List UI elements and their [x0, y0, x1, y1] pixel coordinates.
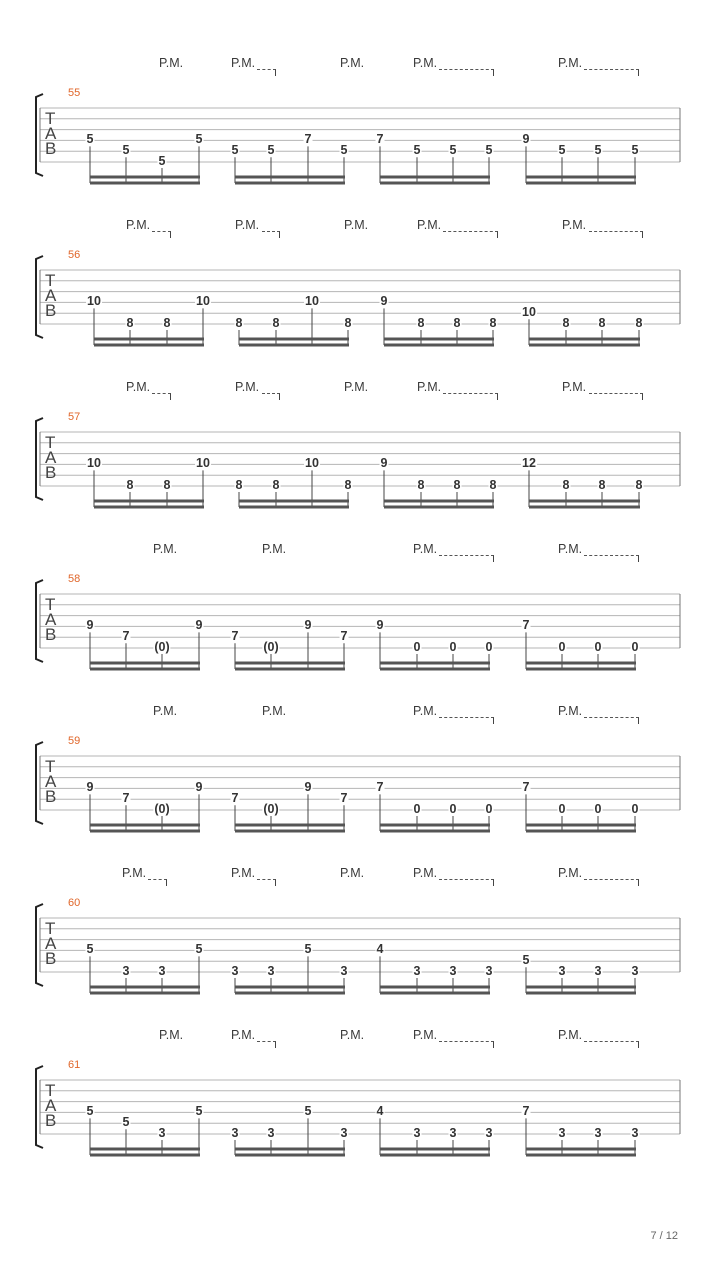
beam: [235, 662, 345, 665]
fret-number: 3: [267, 964, 275, 978]
measure-number: 60: [68, 897, 81, 909]
palm-mute-label: P.M.: [340, 1028, 365, 1042]
palm-mute-extender: [152, 231, 171, 238]
fret-number: 8: [344, 478, 352, 492]
fret-number: 9: [522, 132, 530, 147]
beam: [235, 176, 345, 179]
beam: [529, 344, 640, 347]
beam: [526, 662, 636, 665]
beam: [90, 1154, 200, 1157]
fret-number: 4: [376, 942, 384, 957]
fret-number: 3: [558, 964, 566, 978]
fret-number: 10: [87, 294, 101, 309]
fret-number: 8: [126, 316, 134, 330]
palm-mute-label: P.M.: [413, 704, 438, 718]
palm-mute-extender: [589, 393, 643, 400]
palm-mute-label: P.M.: [340, 866, 365, 880]
measure-number: 57: [68, 411, 81, 423]
fret-number: 3: [485, 1126, 493, 1140]
fret-number: 3: [594, 1126, 602, 1140]
tab-clef-letter: A: [45, 448, 57, 467]
beam: [380, 662, 490, 665]
beam: [380, 1154, 490, 1157]
staff-graphic: [0, 866, 720, 1028]
staff-graphic: [0, 380, 720, 542]
beam: [90, 662, 200, 665]
measure-number: 59: [68, 735, 81, 747]
beam: [526, 182, 636, 185]
fret-number: 3: [158, 1126, 166, 1140]
fret-number: 3: [340, 1126, 348, 1140]
fret-number: 0: [558, 802, 566, 816]
beam: [235, 1148, 345, 1151]
beam: [526, 1154, 636, 1157]
palm-mute-label: P.M.: [562, 218, 587, 232]
beam: [90, 830, 200, 833]
tab-system-measure-60: [0, 866, 720, 1028]
fret-number: 8: [163, 316, 171, 330]
fret-number: 8: [598, 478, 606, 492]
tab-clef-letter: T: [45, 271, 56, 290]
fret-number: 0: [413, 640, 421, 654]
fret-number: 8: [272, 478, 280, 492]
palm-mute-extender: [443, 231, 498, 238]
fret-number: 5: [340, 143, 348, 158]
fret-number: 8: [417, 316, 425, 330]
fret-number: 5: [86, 132, 94, 147]
palm-mute-label: P.M.: [235, 218, 260, 232]
fret-number: 5: [449, 143, 457, 158]
palm-mute-label: P.M.: [235, 380, 260, 394]
palm-mute-extender: [584, 1041, 639, 1048]
palm-mute-label: P.M.: [122, 866, 147, 880]
palm-mute-label: P.M.: [413, 1028, 438, 1042]
palm-mute-extender: [262, 393, 280, 400]
beam: [90, 182, 200, 185]
beam: [90, 668, 200, 671]
palm-mute-extender: [262, 231, 280, 238]
beam: [529, 338, 640, 341]
palm-mute-label: P.M.: [159, 1028, 184, 1042]
fret-number: (0): [154, 802, 170, 816]
palm-mute-label: P.M.: [417, 380, 442, 394]
beam: [239, 500, 349, 503]
palm-mute-extender: [439, 69, 494, 76]
beam: [235, 830, 345, 833]
fret-number: 5: [267, 143, 275, 158]
beam: [380, 986, 490, 989]
fret-number: 7: [522, 1104, 530, 1119]
palm-mute-label: P.M.: [558, 56, 583, 70]
fret-number: 0: [558, 640, 566, 654]
beam: [380, 824, 490, 827]
fret-number: 7: [376, 132, 384, 147]
beam: [94, 506, 204, 509]
staff-graphic: [0, 704, 720, 866]
beam: [380, 830, 490, 833]
palm-mute-label: P.M.: [262, 542, 287, 556]
fret-number: 8: [453, 478, 461, 492]
beam: [90, 986, 200, 989]
fret-number: 3: [340, 964, 348, 978]
fret-number: 7: [340, 791, 348, 806]
beam: [94, 344, 204, 347]
fret-number: 0: [594, 802, 602, 816]
tab-clef-letter: B: [45, 949, 57, 968]
fret-number: 4: [376, 1104, 384, 1119]
fret-number: 9: [376, 618, 384, 633]
beam: [235, 824, 345, 827]
palm-mute-extender: [439, 1041, 494, 1048]
palm-mute-label: P.M.: [558, 542, 583, 556]
beam: [239, 338, 349, 341]
fret-number: 5: [522, 953, 530, 968]
fret-number: 5: [122, 143, 130, 158]
fret-number: 10: [196, 294, 210, 309]
palm-mute-label: P.M.: [344, 380, 369, 394]
fret-number: 5: [158, 154, 166, 168]
fret-number: 7: [122, 791, 130, 806]
palm-mute-label: P.M.: [159, 56, 184, 70]
palm-mute-label: P.M.: [417, 218, 442, 232]
beam: [529, 500, 640, 503]
tab-clef-letter: B: [45, 625, 57, 644]
beam: [526, 176, 636, 179]
fret-number: 9: [304, 780, 312, 795]
beam: [384, 344, 494, 347]
fret-number: (0): [263, 802, 279, 816]
beam: [384, 338, 494, 341]
fret-number: 9: [304, 618, 312, 633]
palm-mute-label: P.M.: [558, 1028, 583, 1042]
beam: [380, 182, 490, 185]
fret-number: 9: [195, 780, 203, 795]
fret-number: 10: [87, 456, 101, 471]
fret-number: 9: [380, 456, 388, 471]
fret-number: 0: [594, 640, 602, 654]
tab-system-measure-55: [0, 56, 720, 218]
fret-number: 8: [272, 316, 280, 330]
tab-clef-letter: T: [45, 1081, 56, 1100]
staff-graphic: [0, 1028, 720, 1190]
fret-number: 10: [305, 294, 319, 309]
beam: [384, 500, 494, 503]
page-number: 7 / 12: [650, 1230, 678, 1242]
palm-mute-extender: [152, 393, 171, 400]
tab-clef-letter: T: [45, 433, 56, 452]
fret-number: 5: [485, 143, 493, 158]
measure-number: 55: [68, 87, 81, 99]
fret-number: 8: [235, 478, 243, 492]
beam: [94, 338, 204, 341]
palm-mute-label: P.M.: [413, 542, 438, 556]
fret-number: 3: [231, 964, 239, 978]
beam: [235, 182, 345, 185]
fret-number: 5: [86, 942, 94, 957]
beam: [239, 506, 349, 509]
tab-system-measure-56: [0, 218, 720, 380]
fret-number: 5: [195, 132, 203, 147]
fret-number: 7: [231, 791, 239, 806]
fret-number: 8: [235, 316, 243, 330]
beam: [526, 992, 636, 995]
palm-mute-extender: [589, 231, 643, 238]
palm-mute-label: P.M.: [231, 866, 256, 880]
fret-number: 8: [635, 478, 643, 492]
beam: [235, 992, 345, 995]
palm-mute-extender: [584, 69, 639, 76]
tab-clef-letter: A: [45, 934, 57, 953]
fret-number: 9: [86, 780, 94, 795]
palm-mute-extender: [148, 879, 167, 886]
fret-number: 8: [344, 316, 352, 330]
tab-clef-letter: B: [45, 139, 57, 158]
fret-number: 5: [86, 1104, 94, 1119]
palm-mute-label: P.M.: [558, 704, 583, 718]
fret-number: 5: [195, 942, 203, 957]
tab-clef-letter: A: [45, 124, 57, 143]
palm-mute-label: P.M.: [562, 380, 587, 394]
fret-number: 8: [126, 478, 134, 492]
fret-number: 5: [195, 1104, 203, 1119]
fret-number: 3: [449, 1126, 457, 1140]
beam: [526, 824, 636, 827]
fret-number: 8: [562, 316, 570, 330]
palm-mute-label: P.M.: [413, 56, 438, 70]
fret-number: 0: [631, 640, 639, 654]
tab-clef-letter: A: [45, 286, 57, 305]
palm-mute-extender: [439, 879, 494, 886]
staff-graphic: [0, 218, 720, 380]
fret-number: 3: [485, 964, 493, 978]
fret-number: 5: [594, 143, 602, 158]
palm-mute-extender: [439, 717, 494, 724]
palm-mute-extender: [257, 879, 276, 886]
fret-number: 10: [522, 305, 536, 320]
fret-number: 3: [631, 964, 639, 978]
fret-number: 0: [413, 802, 421, 816]
beam: [529, 506, 640, 509]
beam: [380, 992, 490, 995]
beam: [380, 668, 490, 671]
fret-number: 5: [413, 143, 421, 158]
palm-mute-label: P.M.: [231, 56, 256, 70]
tab-system-measure-59: [0, 704, 720, 866]
beam: [235, 668, 345, 671]
fret-number: 12: [522, 456, 536, 471]
tab-system-measure-58: [0, 542, 720, 704]
fret-number: 3: [413, 1126, 421, 1140]
palm-mute-label: P.M.: [126, 218, 151, 232]
palm-mute-label: P.M.: [153, 704, 178, 718]
beam: [90, 176, 200, 179]
fret-number: 3: [413, 964, 421, 978]
fret-number: 7: [376, 780, 384, 795]
beam: [239, 344, 349, 347]
tab-clef-letter: T: [45, 109, 56, 128]
fret-number: 3: [558, 1126, 566, 1140]
palm-mute-extender: [257, 69, 276, 76]
fret-number: 8: [163, 478, 171, 492]
beam: [526, 1148, 636, 1151]
fret-number: 0: [485, 640, 493, 654]
fret-number: 8: [489, 316, 497, 330]
palm-mute-label: P.M.: [153, 542, 178, 556]
palm-mute-extender: [439, 555, 494, 562]
fret-number: 8: [489, 478, 497, 492]
fret-number: 10: [196, 456, 210, 471]
measure-number: 58: [68, 573, 81, 585]
palm-mute-label: P.M.: [126, 380, 151, 394]
fret-number: 7: [122, 629, 130, 644]
palm-mute-extender: [584, 555, 639, 562]
fret-number: 9: [380, 294, 388, 309]
tab-clef-letter: B: [45, 787, 57, 806]
beam: [526, 986, 636, 989]
fret-number: 3: [158, 964, 166, 978]
fret-number: 8: [453, 316, 461, 330]
tab-clef-letter: T: [45, 595, 56, 614]
fret-number: (0): [263, 640, 279, 654]
tab-clef-letter: A: [45, 1096, 57, 1115]
palm-mute-label: P.M.: [340, 56, 365, 70]
fret-number: 7: [522, 618, 530, 633]
palm-mute-label: P.M.: [344, 218, 369, 232]
fret-number: 3: [594, 964, 602, 978]
fret-number: 5: [231, 143, 239, 158]
beam: [380, 176, 490, 179]
palm-mute-extender: [257, 1041, 276, 1048]
fret-number: 8: [417, 478, 425, 492]
fret-number: 3: [231, 1126, 239, 1140]
beam: [94, 500, 204, 503]
palm-mute-label: P.M.: [262, 704, 287, 718]
tab-clef-letter: T: [45, 757, 56, 776]
tab-clef-letter: B: [45, 1111, 57, 1130]
fret-number: 0: [449, 802, 457, 816]
fret-number: 0: [485, 802, 493, 816]
fret-number: 3: [267, 1126, 275, 1140]
beam: [90, 824, 200, 827]
fret-number: 5: [558, 143, 566, 158]
fret-number: 3: [631, 1126, 639, 1140]
fret-number: 7: [304, 132, 312, 147]
beam: [90, 1148, 200, 1151]
palm-mute-extender: [584, 717, 639, 724]
fret-number: 0: [631, 802, 639, 816]
beam: [380, 1148, 490, 1151]
palm-mute-extender: [584, 879, 639, 886]
beam: [526, 830, 636, 833]
fret-number: 9: [86, 618, 94, 633]
tab-system-measure-61: [0, 1028, 720, 1190]
palm-mute-label: P.M.: [558, 866, 583, 880]
tab-clef-letter: A: [45, 610, 57, 629]
beam: [526, 668, 636, 671]
fret-number: 8: [562, 478, 570, 492]
fret-number: 7: [231, 629, 239, 644]
beam: [384, 506, 494, 509]
fret-number: 3: [449, 964, 457, 978]
fret-number: 9: [195, 618, 203, 633]
palm-mute-label: P.M.: [413, 866, 438, 880]
tab-clef-letter: T: [45, 919, 56, 938]
fret-number: 7: [340, 629, 348, 644]
fret-number: 5: [304, 942, 312, 957]
fret-number: 5: [304, 1104, 312, 1119]
fret-number: 3: [122, 964, 130, 978]
fret-number: 10: [305, 456, 319, 471]
measure-number: 61: [68, 1059, 81, 1071]
staff-graphic: [0, 542, 720, 704]
fret-number: (0): [154, 640, 170, 654]
measure-number: 56: [68, 249, 81, 261]
beam: [90, 992, 200, 995]
fret-number: 5: [122, 1115, 130, 1130]
tab-clef-letter: B: [45, 463, 57, 482]
fret-number: 8: [598, 316, 606, 330]
beam: [235, 1154, 345, 1157]
palm-mute-extender: [443, 393, 498, 400]
beam: [235, 986, 345, 989]
tab-system-measure-57: [0, 380, 720, 542]
staff-graphic: [0, 56, 720, 218]
fret-number: 8: [635, 316, 643, 330]
fret-number: 0: [449, 640, 457, 654]
fret-number: 5: [631, 143, 639, 158]
palm-mute-label: P.M.: [231, 1028, 256, 1042]
tab-clef-letter: A: [45, 772, 57, 791]
tab-clef-letter: B: [45, 301, 57, 320]
fret-number: 7: [522, 780, 530, 795]
